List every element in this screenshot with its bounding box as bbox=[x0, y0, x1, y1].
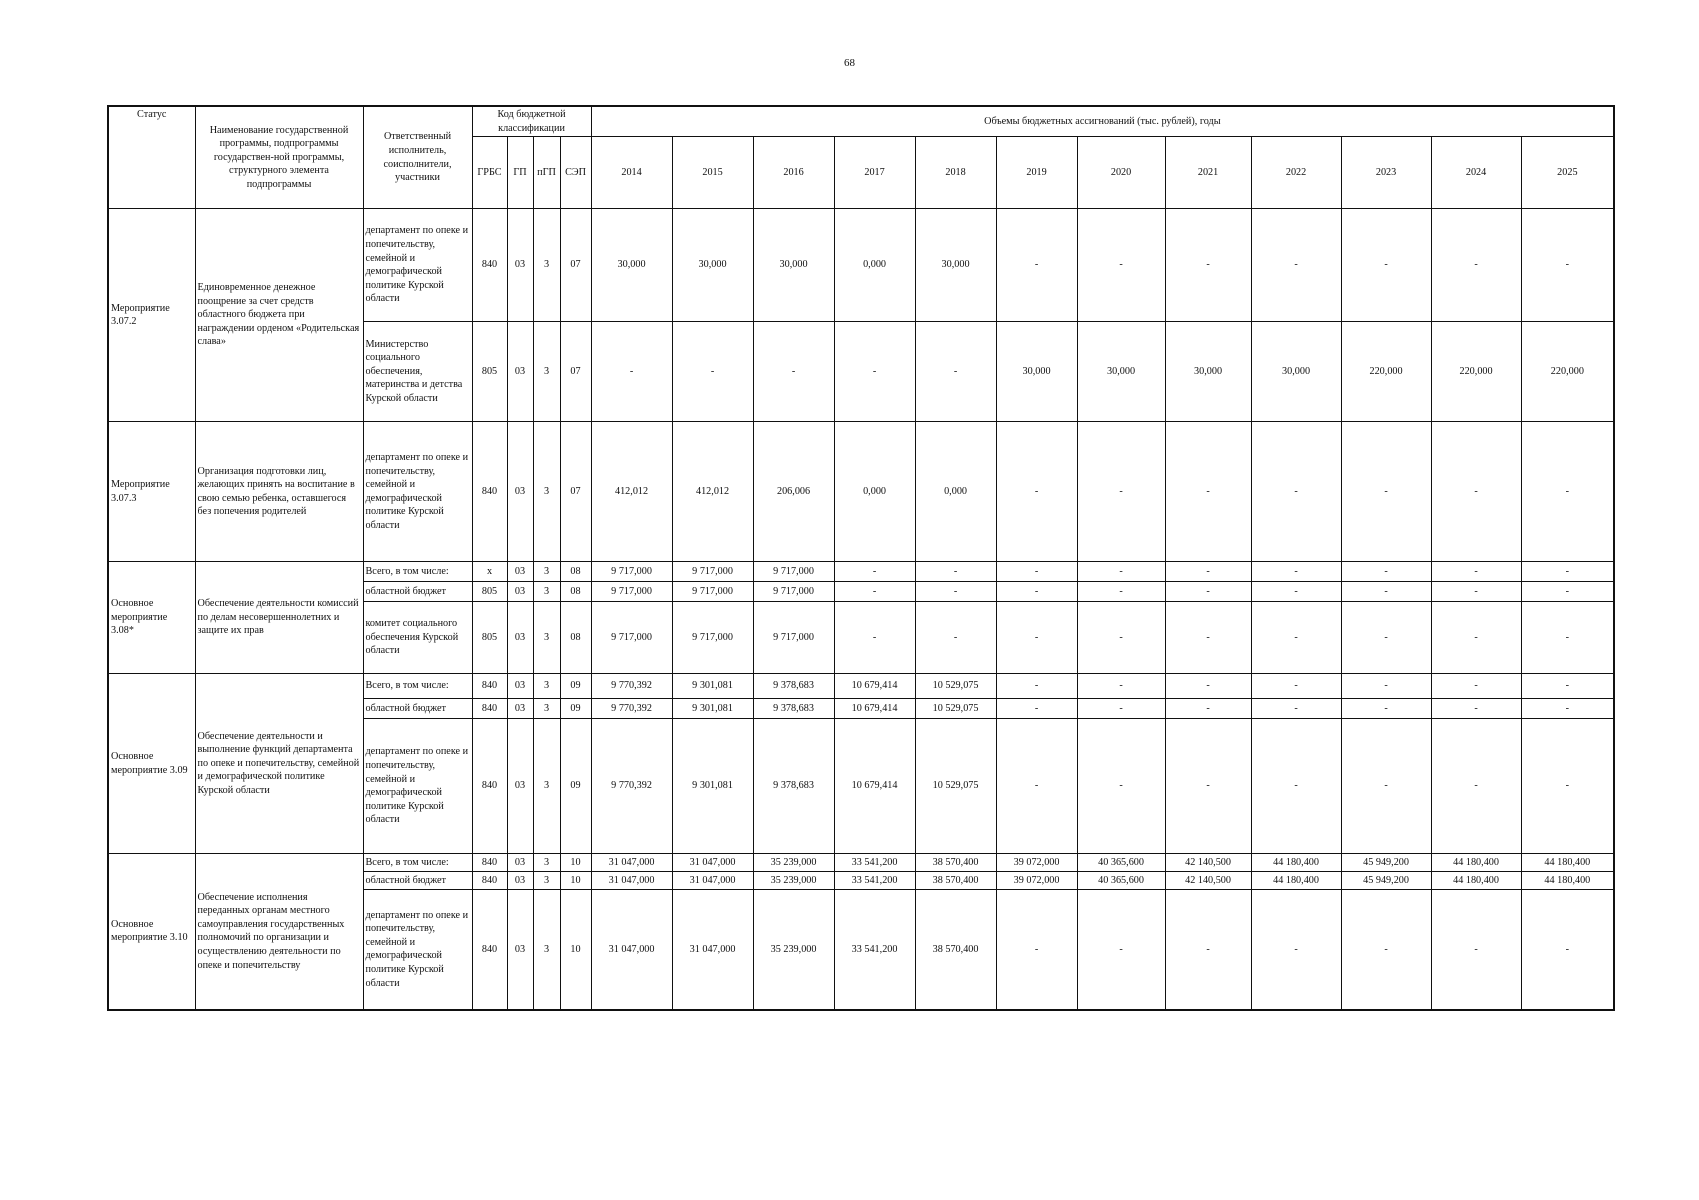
row-responsible: комитет социального обеспечения Курской области bbox=[363, 602, 472, 674]
code-pgp: 3 bbox=[533, 582, 560, 602]
row-name: Обеспечение деятельности комиссий по делам несовершеннолетних и защите их прав bbox=[195, 562, 363, 674]
code-grbs: 840 bbox=[472, 422, 507, 562]
value-2025: - bbox=[1521, 699, 1614, 719]
value-2022: - bbox=[1251, 674, 1341, 699]
value-2015: 31 047,000 bbox=[672, 872, 753, 890]
value-2025: - bbox=[1521, 719, 1614, 854]
value-2015: 9 717,000 bbox=[672, 582, 753, 602]
value-2016: 30,000 bbox=[753, 209, 834, 322]
value-2023: 220,000 bbox=[1341, 322, 1431, 422]
header-responsible: Ответственный исполнитель, соисполнители, участники bbox=[363, 106, 472, 209]
value-2017: - bbox=[834, 602, 915, 674]
value-2016: 9 717,000 bbox=[753, 602, 834, 674]
value-2021: - bbox=[1165, 422, 1251, 562]
code-grbs: 840 bbox=[472, 699, 507, 719]
value-2017: 33 541,200 bbox=[834, 890, 915, 1010]
code-gp: 03 bbox=[507, 872, 533, 890]
value-2024: - bbox=[1431, 890, 1521, 1010]
value-2025: - bbox=[1521, 674, 1614, 699]
value-2024: - bbox=[1431, 562, 1521, 582]
header-year-2017: 2017 bbox=[834, 137, 915, 209]
value-2016: 9 717,000 bbox=[753, 562, 834, 582]
value-2020: - bbox=[1077, 602, 1165, 674]
table-row bbox=[108, 674, 1614, 699]
code-sep: 07 bbox=[560, 322, 591, 422]
value-2019: - bbox=[996, 582, 1077, 602]
value-2016: 9 378,683 bbox=[753, 699, 834, 719]
value-2014: 9 770,392 bbox=[591, 719, 672, 854]
value-2024: - bbox=[1431, 422, 1521, 562]
value-2021: 30,000 bbox=[1165, 322, 1251, 422]
value-2017: 10 679,414 bbox=[834, 719, 915, 854]
code-pgp: 3 bbox=[533, 674, 560, 699]
value-2014: - bbox=[591, 322, 672, 422]
row-responsible: департамент по опеке и попечительству, семейной и демографической политике Курской области bbox=[363, 890, 472, 1010]
value-2020: - bbox=[1077, 422, 1165, 562]
value-2020: 30,000 bbox=[1077, 322, 1165, 422]
header-year-2023: 2023 bbox=[1341, 137, 1431, 209]
code-gp: 03 bbox=[507, 719, 533, 854]
code-sep: 08 bbox=[560, 562, 591, 582]
value-2024: - bbox=[1431, 209, 1521, 322]
value-2025: - bbox=[1521, 562, 1614, 582]
value-2024: 220,000 bbox=[1431, 322, 1521, 422]
value-2016: 35 239,000 bbox=[753, 854, 834, 872]
row-responsible: департамент по опеке и попечительству, семейной и демографической политике Курской области bbox=[363, 422, 472, 562]
value-2014: 31 047,000 bbox=[591, 854, 672, 872]
value-2023: - bbox=[1341, 582, 1431, 602]
value-2014: 9 717,000 bbox=[591, 582, 672, 602]
value-2016: 206,006 bbox=[753, 422, 834, 562]
value-2021: - bbox=[1165, 582, 1251, 602]
value-2023: - bbox=[1341, 209, 1431, 322]
code-gp: 03 bbox=[507, 854, 533, 872]
value-2025: 44 180,400 bbox=[1521, 854, 1614, 872]
value-2024: - bbox=[1431, 699, 1521, 719]
header-year-2022: 2022 bbox=[1251, 137, 1341, 209]
value-2019: - bbox=[996, 719, 1077, 854]
code-gp: 03 bbox=[507, 582, 533, 602]
value-2021: 42 140,500 bbox=[1165, 854, 1251, 872]
value-2018: 10 529,075 bbox=[915, 719, 996, 854]
value-2016: 9 378,683 bbox=[753, 719, 834, 854]
row-name: Обеспечение деятельности и выполнение функций департамента по опеке и попечительству, семейной и демографической политике Курской области bbox=[195, 674, 363, 854]
value-2014: 9 770,392 bbox=[591, 699, 672, 719]
value-2020: - bbox=[1077, 699, 1165, 719]
value-2016: 9 378,683 bbox=[753, 674, 834, 699]
value-2020: - bbox=[1077, 674, 1165, 699]
value-2023: - bbox=[1341, 699, 1431, 719]
value-2015: 31 047,000 bbox=[672, 890, 753, 1010]
header-name: Наименование государственной программы, подпрограммы государствен-ной программы, структурного элемента подпрограммы bbox=[195, 106, 363, 209]
row-responsible: областной бюджет bbox=[363, 872, 472, 890]
value-2023: - bbox=[1341, 674, 1431, 699]
value-2023: - bbox=[1341, 602, 1431, 674]
value-2016: 35 239,000 bbox=[753, 872, 834, 890]
value-2019: 39 072,000 bbox=[996, 872, 1077, 890]
code-sep: 07 bbox=[560, 422, 591, 562]
value-2019: - bbox=[996, 562, 1077, 582]
value-2025: - bbox=[1521, 602, 1614, 674]
value-2015: 9 717,000 bbox=[672, 562, 753, 582]
value-2018: 38 570,400 bbox=[915, 872, 996, 890]
value-2016: - bbox=[753, 322, 834, 422]
table-body bbox=[108, 209, 1614, 1010]
row-status: Основное мероприятие 3.09 bbox=[108, 674, 195, 854]
value-2020: - bbox=[1077, 209, 1165, 322]
code-grbs: 805 bbox=[472, 602, 507, 674]
value-2024: 44 180,400 bbox=[1431, 872, 1521, 890]
value-2023: 45 949,200 bbox=[1341, 872, 1431, 890]
value-2019: 30,000 bbox=[996, 322, 1077, 422]
code-sep: 09 bbox=[560, 699, 591, 719]
code-grbs: 840 bbox=[472, 719, 507, 854]
code-sep: 09 bbox=[560, 719, 591, 854]
value-2024: 44 180,400 bbox=[1431, 854, 1521, 872]
value-2017: 10 679,414 bbox=[834, 674, 915, 699]
value-2019: - bbox=[996, 890, 1077, 1010]
value-2017: - bbox=[834, 562, 915, 582]
header-year-2019: 2019 bbox=[996, 137, 1077, 209]
row-name: Организация подготовки лиц, желающих принять на воспитание в свою семью ребенка, оставшегося без попечения родителей bbox=[195, 422, 363, 562]
value-2025: 44 180,400 bbox=[1521, 872, 1614, 890]
header-year-2025: 2025 bbox=[1521, 137, 1614, 209]
value-2020: - bbox=[1077, 562, 1165, 582]
header-year-2015: 2015 bbox=[672, 137, 753, 209]
code-grbs: x bbox=[472, 562, 507, 582]
value-2016: 9 717,000 bbox=[753, 582, 834, 602]
value-2025: - bbox=[1521, 582, 1614, 602]
value-2015: 412,012 bbox=[672, 422, 753, 562]
value-2022: - bbox=[1251, 602, 1341, 674]
header-code-grbs: ГРБС bbox=[472, 137, 507, 209]
row-responsible: департамент по опеке и попечительству, семейной и демографической политике Курской области bbox=[363, 209, 472, 322]
value-2024: - bbox=[1431, 602, 1521, 674]
value-2015: 9 301,081 bbox=[672, 719, 753, 854]
code-pgp: 3 bbox=[533, 562, 560, 582]
value-2016: 35 239,000 bbox=[753, 890, 834, 1010]
value-2019: - bbox=[996, 602, 1077, 674]
row-status: Основное мероприятие 3.10 bbox=[108, 854, 195, 1010]
page-number: 68 bbox=[844, 57, 855, 69]
code-grbs: 805 bbox=[472, 582, 507, 602]
value-2017: 10 679,414 bbox=[834, 699, 915, 719]
row-status: Основное мероприятие 3.08* bbox=[108, 562, 195, 674]
value-2019: - bbox=[996, 699, 1077, 719]
code-gp: 03 bbox=[507, 322, 533, 422]
value-2017: 0,000 bbox=[834, 209, 915, 322]
code-sep: 10 bbox=[560, 854, 591, 872]
value-2018: 30,000 bbox=[915, 209, 996, 322]
value-2023: - bbox=[1341, 562, 1431, 582]
value-2022: - bbox=[1251, 719, 1341, 854]
code-pgp: 3 bbox=[533, 854, 560, 872]
value-2025: 220,000 bbox=[1521, 322, 1614, 422]
row-responsible: Всего, в том числе: bbox=[363, 562, 472, 582]
code-grbs: 840 bbox=[472, 209, 507, 322]
value-2021: - bbox=[1165, 699, 1251, 719]
code-gp: 03 bbox=[507, 562, 533, 582]
header-year-2016: 2016 bbox=[753, 137, 834, 209]
value-2014: 412,012 bbox=[591, 422, 672, 562]
code-grbs: 840 bbox=[472, 890, 507, 1010]
value-2019: - bbox=[996, 209, 1077, 322]
value-2021: 42 140,500 bbox=[1165, 872, 1251, 890]
code-pgp: 3 bbox=[533, 422, 560, 562]
header-status: Статус bbox=[108, 106, 195, 209]
header-year-2024: 2024 bbox=[1431, 137, 1521, 209]
value-2017: - bbox=[834, 582, 915, 602]
value-2015: 9 301,081 bbox=[672, 674, 753, 699]
budget-table-container bbox=[107, 105, 1615, 1011]
value-2023: 45 949,200 bbox=[1341, 854, 1431, 872]
code-pgp: 3 bbox=[533, 699, 560, 719]
row-name: Обеспечение исполнения переданных органам местного самоуправления государственных полномочий по организации и осуществлению деятельности по опеке и попечительству bbox=[195, 854, 363, 1010]
value-2015: - bbox=[672, 322, 753, 422]
header-code-gp: ГП bbox=[507, 137, 533, 209]
value-2020: - bbox=[1077, 719, 1165, 854]
code-pgp: 3 bbox=[533, 890, 560, 1010]
value-2018: 0,000 bbox=[915, 422, 996, 562]
table-row bbox=[108, 209, 1614, 322]
value-2022: - bbox=[1251, 422, 1341, 562]
value-2024: - bbox=[1431, 719, 1521, 854]
value-2022: 44 180,400 bbox=[1251, 872, 1341, 890]
code-grbs: 840 bbox=[472, 854, 507, 872]
header-year-2018: 2018 bbox=[915, 137, 996, 209]
value-2021: - bbox=[1165, 562, 1251, 582]
value-2014: 31 047,000 bbox=[591, 872, 672, 890]
row-responsible: областной бюджет bbox=[363, 582, 472, 602]
value-2020: - bbox=[1077, 582, 1165, 602]
value-2019: - bbox=[996, 674, 1077, 699]
code-sep: 07 bbox=[560, 209, 591, 322]
code-sep: 08 bbox=[560, 602, 591, 674]
value-2024: - bbox=[1431, 674, 1521, 699]
code-sep: 09 bbox=[560, 674, 591, 699]
code-gp: 03 bbox=[507, 699, 533, 719]
value-2014: 9 717,000 bbox=[591, 562, 672, 582]
code-gp: 03 bbox=[507, 890, 533, 1010]
value-2018: - bbox=[915, 602, 996, 674]
row-name: Единовременное денежное поощрение за счет средств областного бюджета при награждении орденом «Родительская слава» bbox=[195, 209, 363, 422]
value-2018: - bbox=[915, 562, 996, 582]
code-pgp: 3 bbox=[533, 209, 560, 322]
row-responsible: Всего, в том числе: bbox=[363, 854, 472, 872]
value-2015: 9 301,081 bbox=[672, 699, 753, 719]
table-row bbox=[108, 854, 1614, 872]
value-2014: 30,000 bbox=[591, 209, 672, 322]
value-2022: - bbox=[1251, 209, 1341, 322]
value-2018: - bbox=[915, 322, 996, 422]
value-2018: 38 570,400 bbox=[915, 854, 996, 872]
budget-table bbox=[107, 105, 1615, 1011]
value-2022: - bbox=[1251, 562, 1341, 582]
value-2017: - bbox=[834, 322, 915, 422]
table-row bbox=[108, 562, 1614, 582]
value-2019: - bbox=[996, 422, 1077, 562]
value-2018: - bbox=[915, 582, 996, 602]
code-sep: 10 bbox=[560, 890, 591, 1010]
code-pgp: 3 bbox=[533, 322, 560, 422]
value-2018: 38 570,400 bbox=[915, 890, 996, 1010]
value-2021: - bbox=[1165, 719, 1251, 854]
value-2020: 40 365,600 bbox=[1077, 872, 1165, 890]
value-2018: 10 529,075 bbox=[915, 699, 996, 719]
row-responsible: Министерство социального обеспечения, материнства и детства Курской области bbox=[363, 322, 472, 422]
header-year-2021: 2021 bbox=[1165, 137, 1251, 209]
value-2015: 30,000 bbox=[672, 209, 753, 322]
header-code-sep: СЭП bbox=[560, 137, 591, 209]
value-2021: - bbox=[1165, 209, 1251, 322]
code-gp: 03 bbox=[507, 602, 533, 674]
value-2020: 40 365,600 bbox=[1077, 854, 1165, 872]
code-gp: 03 bbox=[507, 209, 533, 322]
code-pgp: 3 bbox=[533, 602, 560, 674]
code-sep: 10 bbox=[560, 872, 591, 890]
row-responsible: областной бюджет bbox=[363, 699, 472, 719]
value-2025: - bbox=[1521, 422, 1614, 562]
row-responsible: Всего, в том числе: bbox=[363, 674, 472, 699]
code-pgp: 3 bbox=[533, 872, 560, 890]
header-code-group: Код бюджетной классификации bbox=[472, 106, 591, 137]
code-grbs: 840 bbox=[472, 872, 507, 890]
value-2015: 9 717,000 bbox=[672, 602, 753, 674]
value-2022: 30,000 bbox=[1251, 322, 1341, 422]
header-code-pgp: пГП bbox=[533, 137, 560, 209]
table-row bbox=[108, 422, 1614, 562]
code-pgp: 3 bbox=[533, 719, 560, 854]
value-2014: 9 770,392 bbox=[591, 674, 672, 699]
code-grbs: 805 bbox=[472, 322, 507, 422]
value-2021: - bbox=[1165, 890, 1251, 1010]
value-2018: 10 529,075 bbox=[915, 674, 996, 699]
value-2025: - bbox=[1521, 890, 1614, 1010]
value-2017: 33 541,200 bbox=[834, 872, 915, 890]
value-2022: - bbox=[1251, 582, 1341, 602]
code-sep: 08 bbox=[560, 582, 591, 602]
code-gp: 03 bbox=[507, 674, 533, 699]
value-2022: - bbox=[1251, 890, 1341, 1010]
value-2022: - bbox=[1251, 699, 1341, 719]
header-volumes-group: Объемы бюджетных ассигнований (тыс. рублей), годы bbox=[591, 106, 1614, 137]
value-2025: - bbox=[1521, 209, 1614, 322]
value-2020: - bbox=[1077, 890, 1165, 1010]
value-2022: 44 180,400 bbox=[1251, 854, 1341, 872]
code-gp: 03 bbox=[507, 422, 533, 562]
value-2014: 9 717,000 bbox=[591, 602, 672, 674]
row-status: Мероприятие 3.07.3 bbox=[108, 422, 195, 562]
value-2023: - bbox=[1341, 422, 1431, 562]
value-2023: - bbox=[1341, 890, 1431, 1010]
row-responsible: департамент по опеке и попечительству, семейной и демографической политике Курской области bbox=[363, 719, 472, 854]
value-2021: - bbox=[1165, 602, 1251, 674]
code-grbs: 840 bbox=[472, 674, 507, 699]
value-2023: - bbox=[1341, 719, 1431, 854]
value-2019: 39 072,000 bbox=[996, 854, 1077, 872]
value-2014: 31 047,000 bbox=[591, 890, 672, 1010]
row-status: Мероприятие 3.07.2 bbox=[108, 209, 195, 422]
value-2021: - bbox=[1165, 674, 1251, 699]
header-year-2020: 2020 bbox=[1077, 137, 1165, 209]
value-2017: 33 541,200 bbox=[834, 854, 915, 872]
value-2015: 31 047,000 bbox=[672, 854, 753, 872]
header-year-2014: 2014 bbox=[591, 137, 672, 209]
value-2024: - bbox=[1431, 582, 1521, 602]
value-2017: 0,000 bbox=[834, 422, 915, 562]
header-row-1 bbox=[108, 106, 1614, 137]
